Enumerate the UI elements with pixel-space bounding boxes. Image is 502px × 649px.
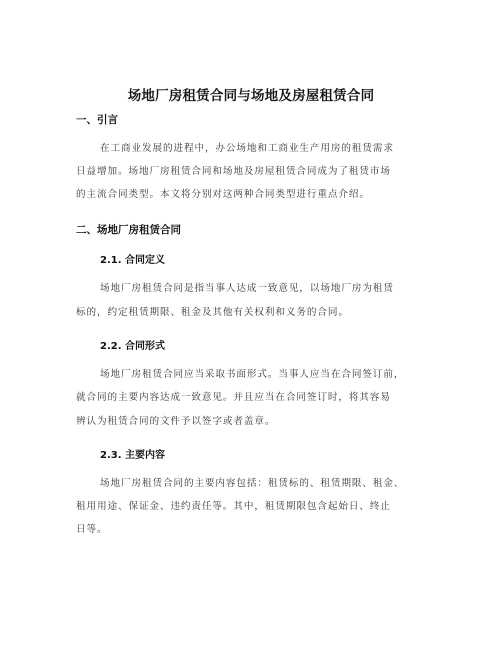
document-title: 场地厂房租赁合同与场地及房屋租赁合同 [127,88,375,104]
subsection-heading-form: 2.2. 合同形式 [100,341,165,352]
paragraph-line: 场地厂房租赁合同的主要内容包括：租赁标的、租赁期限、租金、 [100,478,405,489]
paragraph-line: 在工商业发展的进程中，办公场地和工商业生产用房的租赁需求 [100,143,394,154]
section-heading-lease-contract: 二、场地厂房租赁合同 [76,224,181,236]
subsection-heading-main-content: 2.3. 主要内容 [100,450,165,461]
subsection-heading-definition: 2.1. 合同定义 [100,255,165,266]
paragraph-line: 标的，约定租赁期限、租金及其他有关权利和义务的合同。 [76,307,349,318]
section-heading-introduction: 一、引言 [76,114,118,126]
paragraph-line: 场地厂房租赁合同是指当事人达成一致意见，以场地厂房为租赁 [100,283,394,294]
paragraph-line: 辨认为租赁合同的文件予以签字或者盖章。 [76,416,276,427]
paragraph-line: 租用用途、保证金、违约责任等。其中，租赁期限包含起始日、终止 [76,501,391,512]
paragraph-line: 的主流合同类型。本文将分别对这两种合同类型进行重点介绍。 [76,189,370,200]
paragraph-line: 场地厂房租赁合同应当采取书面形式。当事人应当在合同签订前， [100,369,405,380]
paragraph-line: 日益增加。场地厂房租赁合同和场地及房屋租赁合同成为了租赁市场 [76,166,391,177]
paragraph-line: 日等。 [76,524,108,535]
paragraph-line: 就合同的主要内容达成一致意见。并且应当在合同签订时，将其容易 [76,392,391,403]
